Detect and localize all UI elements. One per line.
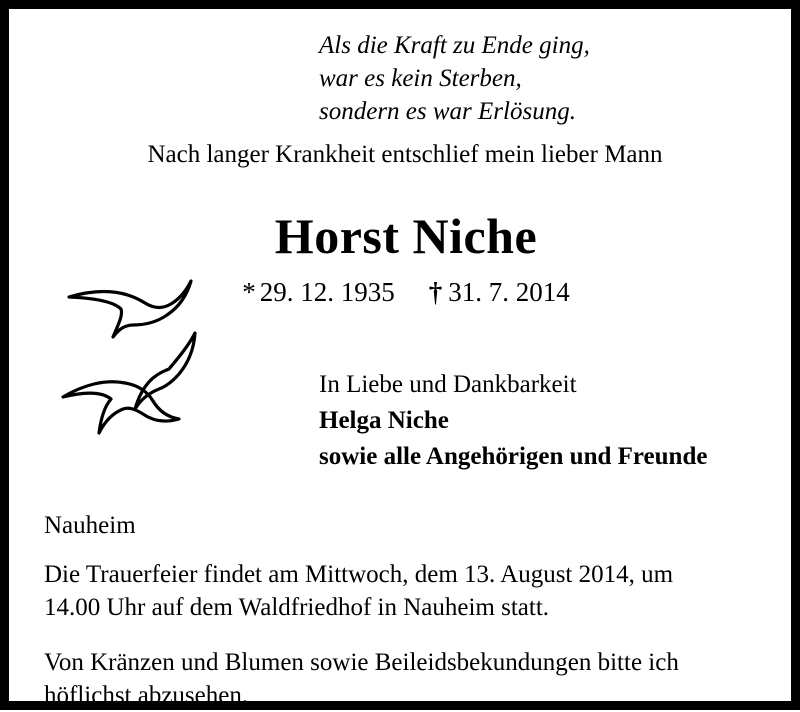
survivor-name: Helga Niche: [319, 407, 449, 434]
footer-block: [44, 509, 761, 712]
intro-text: Nach langer Krankheit entschlief mein lieber Mann: [147, 141, 663, 168]
death-symbol: †: [428, 277, 443, 307]
verse-line-3: sondern es war Erlösung.: [319, 98, 576, 125]
birth-date: 29. 12. 1935: [259, 277, 395, 307]
request-line-1: Von Kränzen und Blumen sowie Beileidsbekundungen bitte ich: [44, 649, 679, 676]
dedication-block: [319, 367, 707, 475]
ceremony-line-2: 14.00 Uhr auf dem Waldfriedhof in Nauheim statt.: [44, 594, 550, 621]
request-line-2: höflichst abzusehen.: [44, 682, 249, 709]
place-text: Nauheim: [44, 512, 136, 539]
verse-block: [319, 29, 590, 128]
deceased-name: Horst Niche: [274, 208, 538, 264]
verse-line-2: war es kein Sterben,: [319, 65, 522, 92]
verse-line-1: Als die Kraft zu Ende ging,: [319, 32, 590, 59]
birth-symbol: *: [242, 277, 256, 307]
death-date: 31. 7. 2014: [448, 277, 570, 307]
flying-birds-icon: [61, 259, 261, 459]
ceremony-line-1: Die Trauerfeier findet am Mittwoch, dem 13. August 2014, um: [44, 561, 674, 588]
request-block: [44, 646, 761, 712]
ceremony-block: [44, 558, 761, 624]
obituary-inner: [9, 9, 791, 709]
dedication-line: In Liebe und Dankbarkeit: [319, 371, 577, 398]
survivor-group: sowie alle Angehörigen und Freunde: [319, 443, 708, 470]
